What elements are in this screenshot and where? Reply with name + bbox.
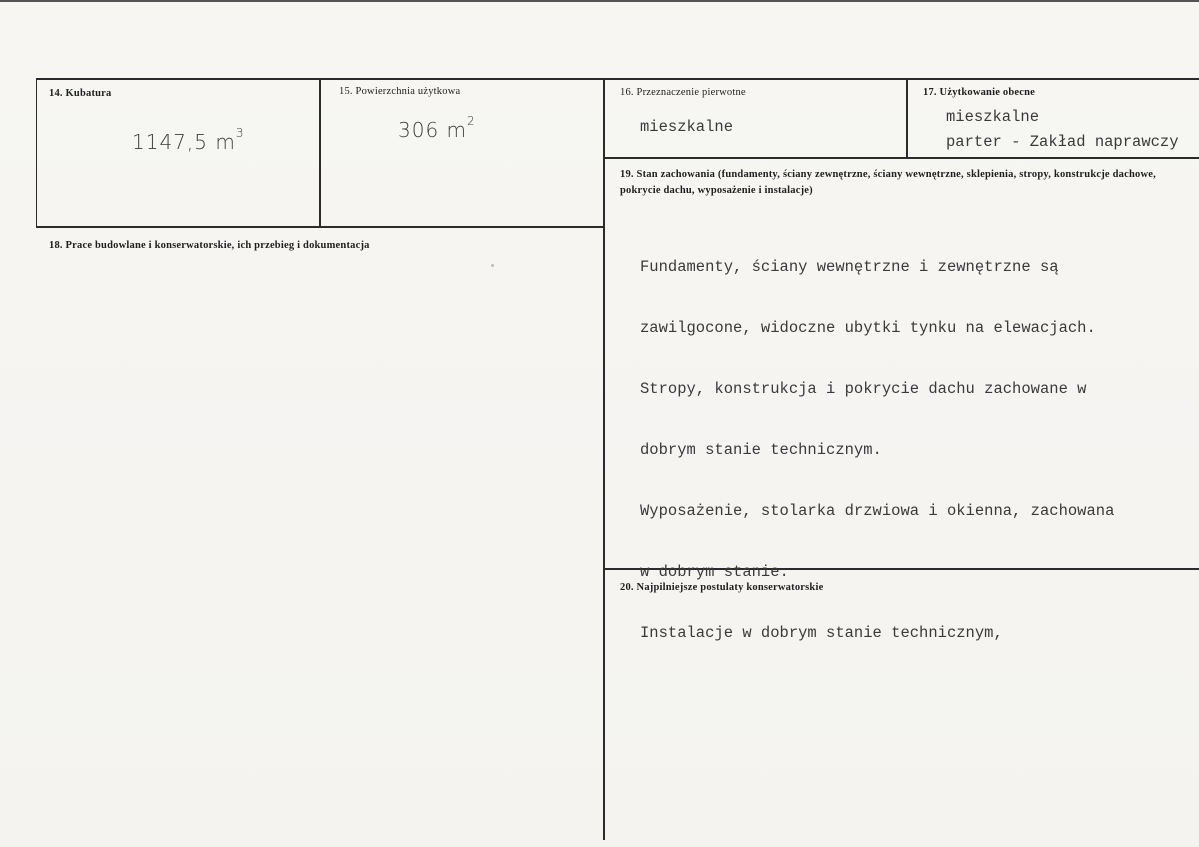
field-19-line: dobrym stanie technicznym. — [640, 441, 882, 459]
field-19-line: Wyposażenie, stolarka drzwiowa i okienna, zachowana — [640, 502, 1115, 520]
field-19-label: 19. Stan zachowania (fundamenty, ściany zewnętrzne, ściany wewnętrzne, sklepienia, stropy, konstrukcje dachowe, pokrycie dachu, wyposażenie i instalacje) — [620, 169, 1156, 196]
field-19-line: Stropy, konstrukcja i pokrycie dachu zachowane w — [640, 380, 1087, 398]
field-15-value: 306 m — [398, 118, 468, 142]
field-18-label: 18. Prace budowlane i konserwatorskie, ich przebieg i dokumentacja — [49, 240, 370, 251]
field-19-text — [640, 219, 1114, 682]
row1-bottom-line-left — [37, 226, 605, 228]
divider-16-17 — [906, 78, 908, 158]
field-14-value: 1147,5 m — [132, 130, 236, 154]
left-border-line — [36, 78, 37, 228]
divider-14-15 — [319, 78, 321, 228]
field-14-handwritten-value — [132, 126, 245, 154]
field-14-label: 14. Kubatura — [49, 88, 112, 99]
field-17-label: 17. Użytkowanie obecne — [923, 87, 1036, 98]
field-17-value-line1: mieszkalne — [946, 108, 1040, 126]
field-19-line: zawilgocone, widoczne ubytki tynku na elewacjach. — [640, 319, 1096, 337]
field-15-handwritten-value — [398, 114, 476, 142]
field-14-unit-sup: 3 — [235, 126, 245, 141]
field-17-value-line2-clip — [946, 133, 1199, 155]
field-16-label: 16. Przeznaczenie pierwotne — [620, 87, 746, 98]
paper-speck — [491, 264, 494, 267]
field-17-value-line2: parter - Zakład naprawczy — [946, 133, 1179, 151]
field-19-line: Instalacje w dobrym stanie technicznym, — [640, 624, 1003, 642]
field-15-label: 15. Powierzchnia użytkowa — [339, 86, 461, 97]
field-19-line: Fundamenty, ściany wewnętrzne i zewnętrzne są — [640, 258, 1059, 276]
row1-bottom-line-right — [605, 157, 1199, 159]
row1-top-line — [37, 78, 1199, 80]
field-16-value: mieszkalne — [640, 118, 734, 136]
field-20-label: 20. Najpilniejsze postulaty konserwatorskie — [620, 582, 824, 593]
main-vertical-divider — [603, 78, 605, 840]
field-15-unit-sup: 2 — [467, 114, 476, 129]
field-19-line: w dobrym stanie. — [640, 563, 789, 581]
top-edge-line — [0, 0, 1199, 2]
